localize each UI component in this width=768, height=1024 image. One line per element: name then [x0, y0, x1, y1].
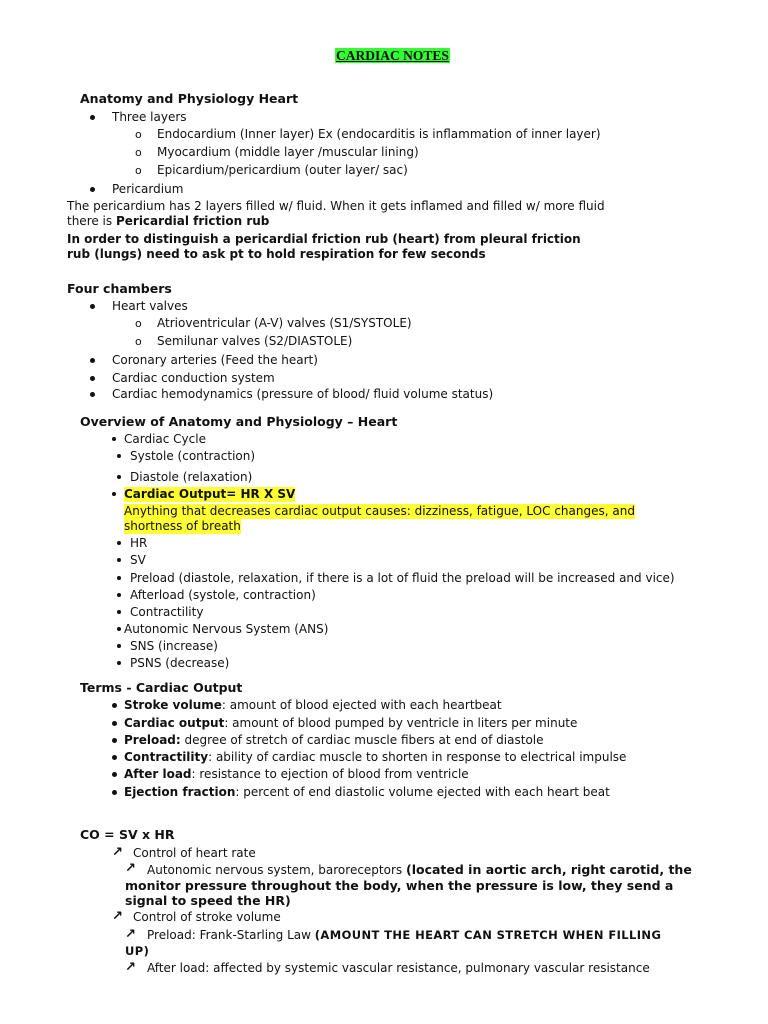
bullet-icon: [117, 541, 121, 545]
term-item: [124, 716, 577, 731]
term-name: Contractility: [124, 750, 209, 764]
bullet-icon: [117, 593, 121, 597]
bullet-icon: [90, 187, 95, 192]
list-item: Heart valves: [112, 299, 188, 313]
highlighted-formula: Cardiac Output= HR X SV: [124, 487, 296, 501]
bullet-icon: [112, 772, 117, 777]
circle-bullet-icon: o: [135, 335, 142, 348]
list-item: [147, 928, 661, 943]
section-heading-overview: Overview of Anatomy and Physiology – Heart: [80, 414, 398, 429]
term-item: [124, 698, 502, 713]
arrow-bullet-icon: ↗: [112, 909, 123, 924]
bullet-icon: [112, 721, 117, 726]
list-item: Control of heart rate: [133, 846, 256, 860]
bullet-icon: [90, 358, 95, 363]
list-item: Three layers: [112, 110, 187, 124]
list-item: SNS (increase): [130, 639, 218, 653]
list-item: Endocardium (Inner layer) Ex (endocarditis is inflammation of inner layer): [157, 127, 601, 141]
bullet-icon: [117, 610, 121, 614]
section-heading-anatomy: Anatomy and Physiology Heart: [80, 91, 299, 106]
list-item: Contractility: [130, 605, 204, 619]
arrow-bullet-icon: ↗: [112, 845, 123, 860]
bullet-icon: [112, 790, 117, 795]
section-heading-terms: Terms - Cardiac Output: [80, 680, 243, 695]
bullet-icon: [117, 454, 121, 458]
term-item: [124, 750, 626, 765]
list-item: Afterload (systole, contraction): [130, 588, 316, 602]
bullet-icon: [112, 437, 116, 441]
bullet-icon: [117, 576, 121, 580]
arrow-bullet-icon: ↗: [125, 861, 136, 876]
term-definition: : amount of blood ejected with each heartbeat: [221, 698, 502, 712]
circle-bullet-icon: o: [135, 164, 142, 177]
list-item: Diastole (relaxation): [130, 470, 253, 484]
term-definition: : amount of blood pumped by ventricle in liters per minute: [224, 716, 578, 730]
list-item: HR: [130, 536, 148, 550]
bullet-icon: [117, 661, 121, 665]
list-item-continuation: signal to speed the HR): [125, 893, 291, 908]
bullet-icon: [117, 475, 121, 479]
bullet-icon: [117, 644, 121, 648]
paragraph-line: The pericardium has 2 layers filled w/ fluid. When it gets inflamed and filled w/ more fluid: [67, 199, 605, 213]
list-item: After load: affected by systemic vascular resistance, pulmonary vascular resistance: [147, 961, 650, 975]
term-item: [124, 733, 544, 748]
term-name: Ejection fraction: [124, 785, 236, 799]
highlighted-note: Anything that decreases cardiac output causes: dizziness, fatigue, LOC changes, and: [124, 504, 635, 518]
list-item-continuation: UP): [125, 944, 150, 958]
arrow-bullet-icon: ↗: [125, 927, 136, 942]
term-item: [124, 767, 469, 782]
term-name: Cardiac output: [124, 716, 225, 730]
list-item: Cardiac conduction system: [112, 371, 275, 385]
bullet-icon: [112, 703, 117, 708]
term-item: [124, 785, 610, 800]
page-title: CARDIAC NOTES: [336, 48, 449, 63]
list-item-bold-text: (located in aortic arch, right carotid, the: [405, 862, 692, 877]
bullet-icon: [90, 115, 95, 120]
list-item: Myocardium (middle layer /muscular lining): [157, 145, 419, 159]
paragraph-line: [67, 214, 269, 229]
term-definition: : resistance to ejection of blood from ventricle: [191, 767, 469, 781]
term-name: Preload:: [124, 733, 181, 747]
section-heading-co-formula: CO = SV x HR: [80, 827, 175, 842]
circle-bullet-icon: o: [135, 146, 142, 159]
list-item: Epicardium/pericardium (outer layer/ sac): [157, 163, 408, 177]
section-heading-chambers: Four chambers: [67, 281, 172, 296]
term-name: After load: [124, 767, 192, 781]
list-item: PSNS (decrease): [130, 656, 230, 670]
list-item-text: Preload: Frank-Starling Law: [147, 928, 315, 942]
list-item: SV: [130, 553, 146, 567]
list-item: Cardiac Cycle: [124, 432, 206, 446]
arrow-bullet-icon: ↗: [125, 960, 136, 975]
list-item: Coronary arteries (Feed the heart): [112, 353, 318, 367]
list-item: [147, 862, 692, 878]
paragraph-text: there is: [67, 214, 116, 228]
paragraph-bold-text: Pericardial friction rub: [115, 214, 270, 228]
list-item-text: Autonomic nervous system, baroreceptors: [147, 863, 406, 877]
list-item: Autonomic Nervous System (ANS): [124, 622, 329, 636]
list-item: Semilunar valves (S2/DIASTOLE): [157, 334, 353, 348]
list-item: Cardiac hemodynamics (pressure of blood/ fluid volume status): [112, 387, 494, 401]
bullet-icon: [117, 558, 121, 562]
bullet-icon: [112, 492, 116, 496]
list-item-continuation: monitor pressure throughout the body, when the pressure is low, they send a: [125, 878, 674, 893]
bullet-icon: [112, 755, 117, 760]
term-definition: : percent of end diastolic volume ejected with each heart beat: [235, 785, 610, 799]
term-definition: degree of stretch of cardiac muscle fibers at end of diastole: [180, 733, 544, 747]
circle-bullet-icon: o: [135, 317, 142, 330]
bullet-icon: [112, 738, 117, 743]
term-name: Stroke volume: [124, 698, 222, 712]
bullet-icon: [90, 304, 95, 309]
bullet-icon: [90, 376, 95, 381]
list-item: Preload (diastole, relaxation, if there is a lot of fluid the preload will be increased and vice): [130, 571, 675, 585]
list-item-bold-text: (AMOUNT THE HEART CAN STRETCH WHEN FILLING: [314, 928, 662, 942]
list-item: Systole (contraction): [130, 449, 256, 463]
list-item: Pericardium: [112, 182, 184, 196]
bullet-icon: [117, 627, 121, 631]
circle-bullet-icon: o: [135, 128, 142, 141]
paragraph-bold-line: rub (lungs) need to ask pt to hold respiration for few seconds: [67, 247, 486, 261]
highlighted-note: shortness of breath: [124, 519, 241, 533]
bullet-icon: [90, 392, 95, 397]
list-item: Control of stroke volume: [133, 910, 281, 924]
list-item: Atrioventricular (A-V) valves (S1/SYSTOLE): [157, 316, 412, 330]
paragraph-bold-line: In order to distinguish a pericardial friction rub (heart) from pleural friction: [67, 232, 581, 246]
term-definition: : ability of cardiac muscle to shorten in response to electrical impulse: [208, 750, 627, 764]
